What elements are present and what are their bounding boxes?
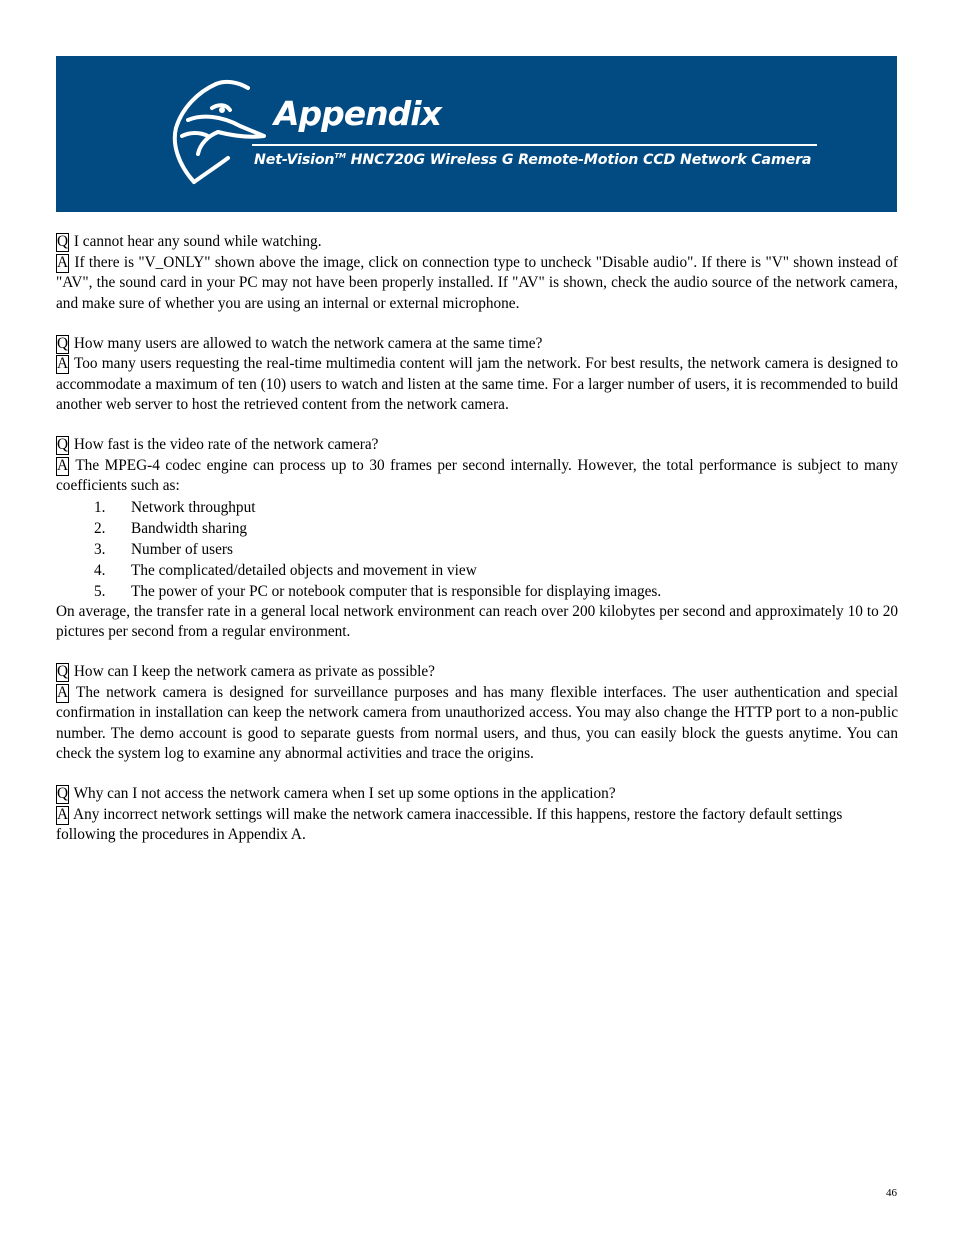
list-item bbox=[56, 497, 898, 518]
a-mark: A bbox=[57, 805, 69, 823]
list-text: Bandwidth sharing bbox=[131, 519, 247, 537]
list-text: Network throughput bbox=[131, 498, 256, 516]
q-mark: Q bbox=[57, 334, 69, 352]
list-item bbox=[56, 581, 898, 602]
question-text: How fast is the video rate of the network camera? bbox=[70, 436, 379, 453]
a-mark: A bbox=[57, 683, 69, 701]
faq-content bbox=[56, 232, 898, 865]
answer-text: Any incorrect network settings will make the network camera inaccessible. If this happens, restore the factory default settings following the procedures in Appendix A. bbox=[56, 805, 843, 843]
a-mark: A bbox=[57, 456, 69, 474]
page-number: 46 bbox=[886, 1187, 897, 1199]
answer-text: The MPEG-4 codec engine can process up to 30 frames per second internally. However, the total performance is subject to many coefficients such as: bbox=[56, 456, 898, 494]
list-number: 5. bbox=[94, 582, 106, 600]
eagle-head-logo-icon bbox=[168, 74, 268, 189]
q-mark: Q bbox=[57, 233, 69, 250]
question-text: Why can I not access the network camera when I set up some options in the application? bbox=[70, 785, 616, 802]
list-text: Number of users bbox=[131, 540, 233, 558]
question bbox=[56, 662, 898, 683]
answer bbox=[56, 456, 898, 497]
q-mark: Q bbox=[57, 436, 69, 453]
answer bbox=[56, 253, 898, 315]
answer-text: If there is "V_ONLY" shown above the image, click on connection type to uncheck "Disable audio". If there is "V" shown instead of "AV", the sound card in your PC may not have been properly installed. If "AV" is shown, check the audio source of the network camera, and make sure of whether you are using an internal or external microphone. bbox=[56, 253, 898, 312]
list-number: 3. bbox=[94, 540, 106, 558]
q-mark: Q bbox=[57, 663, 69, 680]
performance-factor-list bbox=[56, 497, 898, 602]
banner-divider bbox=[252, 144, 817, 146]
list-item bbox=[56, 518, 898, 539]
appendix-banner bbox=[56, 56, 897, 212]
trademark-symbol: TM bbox=[334, 152, 346, 160]
banner-title: Appendix bbox=[274, 94, 441, 133]
list-item bbox=[56, 539, 898, 560]
a-mark: A bbox=[57, 355, 69, 372]
faq-item bbox=[56, 662, 898, 765]
faq-item bbox=[56, 232, 898, 314]
list-number: 2. bbox=[94, 519, 106, 537]
answer-text: Too many users requesting the real-time multimedia content will jam the network. For best results, the network camera is designed to accommodate a maximum of ten (10) users to watch and listen at the same time. For a larger number of users, it is recommended to build another web server to host the retrieved content from the network camera. bbox=[56, 355, 898, 413]
question bbox=[56, 784, 898, 805]
question-text: I cannot hear any sound while watching. bbox=[70, 233, 322, 250]
list-item bbox=[56, 560, 898, 581]
answer bbox=[56, 354, 898, 416]
faq-item bbox=[56, 334, 898, 416]
faq-item bbox=[56, 784, 898, 846]
list-number: 1. bbox=[94, 498, 106, 516]
question-text: How many users are allowed to watch the network camera at the same time? bbox=[70, 334, 543, 352]
question bbox=[56, 334, 898, 355]
banner-subtitle bbox=[254, 152, 811, 168]
a-mark: A bbox=[57, 253, 69, 271]
q-mark: Q bbox=[57, 785, 69, 802]
subtitle-brand: Net-Vision bbox=[254, 152, 335, 168]
faq-item bbox=[56, 435, 898, 643]
list-number: 4. bbox=[94, 561, 106, 579]
subtitle-product: HNC720G Wireless G Remote-Motion CCD Network Camera bbox=[345, 152, 812, 168]
question bbox=[56, 435, 898, 456]
list-text: The complicated/detailed objects and movement in view bbox=[131, 561, 477, 579]
answer-text: The network camera is designed for surveillance purposes and has many flexible interfaces. The user authentication and special confirmation in installation can keep the network camera from unauthorized access. You may also change the HTTP port to a non-public number. The demo account is good to separate guests from normal users, and thus, you can easily block the guests anytime. You can check the system log to examine any abnormal activities and trace the origins. bbox=[56, 683, 898, 762]
answer bbox=[56, 683, 898, 765]
question-text: How can I keep the network camera as private as possible? bbox=[70, 663, 435, 680]
question bbox=[56, 232, 898, 253]
list-text: The power of your PC or notebook computer that is responsible for displaying images. bbox=[131, 582, 662, 600]
answer bbox=[56, 805, 898, 846]
answer-continuation: On average, the transfer rate in a general local network environment can reach over 200 kilobytes per second and approximately 10 to 20 pictures per second from a regular environment. bbox=[56, 602, 898, 640]
